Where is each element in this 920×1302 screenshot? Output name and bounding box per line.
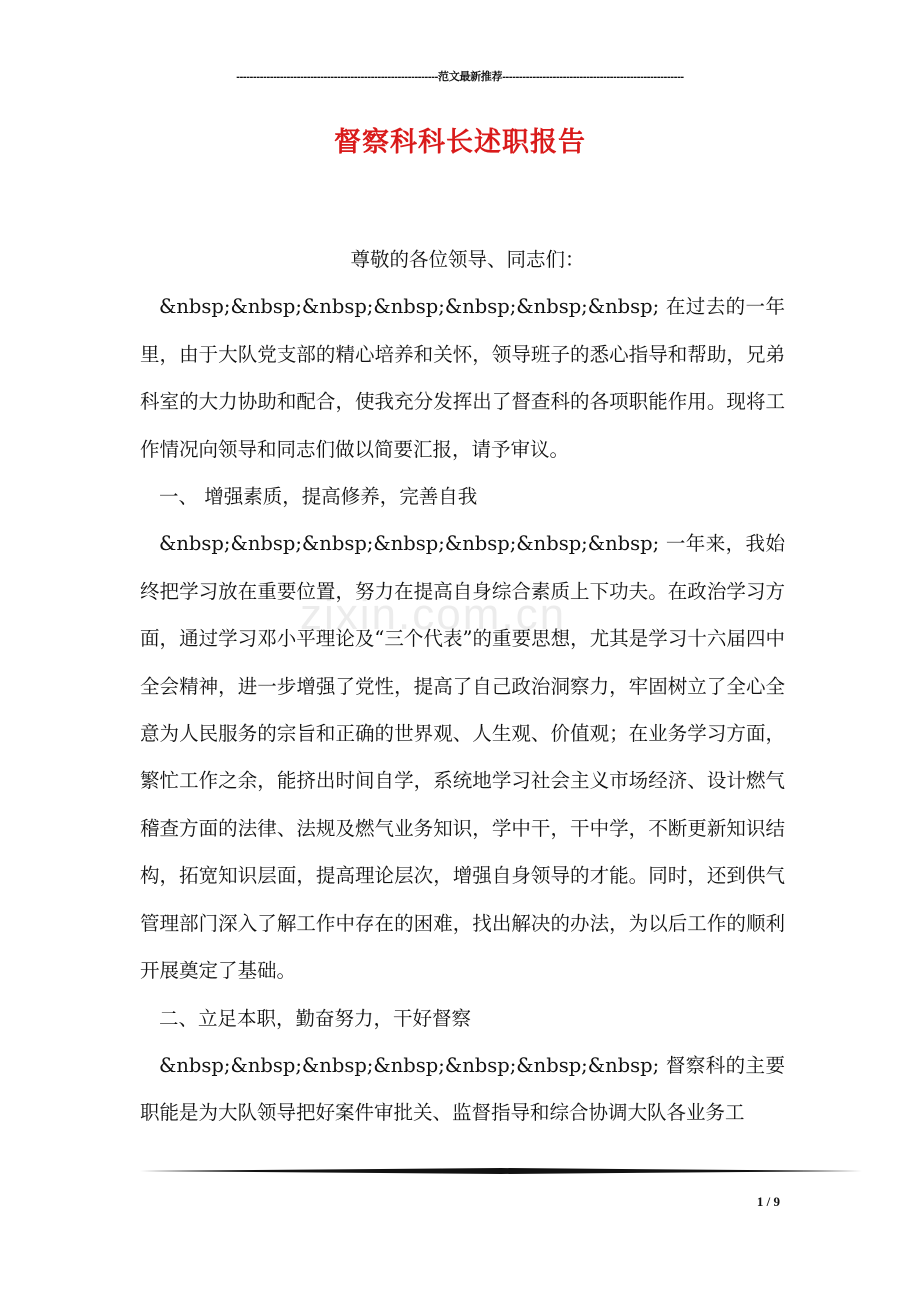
paragraph-section-2: &nbsp;&nbsp;&nbsp;&nbsp;&nbsp;&nbsp;&nbsp; 督察科的主要职能是为大队领导把好案件审批关、监督指导和综合协调大队各业务工 — [140, 1053, 785, 1125]
section-heading-2: 二、立足本职，勤奋努力，干好督察 — [159, 1006, 472, 1030]
greeting: 尊敬的各位领导、同志们： — [350, 248, 585, 271]
header-banner: ------------------------------------------------------------范文最新推荐------------------------------------------------------ — [236, 71, 684, 83]
document-body — [140, 236, 785, 1137]
paragraph-intro: &nbsp;&nbsp;&nbsp;&nbsp;&nbsp;&nbsp;&nbsp; 在过去的一年里，由于大队党支部的精心培养和关怀，领导班子的悉心指导和帮助，兄弟科室的大力协助和配合，使我充分发挥出了督查科的各项职能作用。现将工作情况向领导和同志们做以简要汇报，请予审议。 — [140, 295, 785, 461]
footer-divider — [140, 1168, 862, 1174]
paragraph-section-1: &nbsp;&nbsp;&nbsp;&nbsp;&nbsp;&nbsp;&nbsp; 一年来，我始终把学习放在重要位置，努力在提高自身综合素质上下功夫。在政治学习方面，通过学习邓小平理论及“三个代表”的重要思想，尤其是学习十六届四中全会精神，进一步增强了党性，提高了自己政治洞察力，牢固树立了全心全意为人民服务的宗旨和正确的世界观、人生观、价值观；在业务学习方面，繁忙工作之余，能挤出时间自学，系统地学习社会主义市场经济、设计燃气稽查方面的法律、法规及燃气业务知识，学中干，干中学，不断更新知识结构，拓宽知识层面，提高理论层次，增强自身领导的才能。同时，还到供气管理部门深入了解工作中存在的困难，找出解决的办法，为以后工作的顺利开展奠定了基础。 — [140, 532, 785, 983]
section-heading-1: 一、 增强素质，提高修养，完善自我 — [159, 485, 478, 509]
watermark: zixin.com.cn — [300, 590, 567, 639]
page-number: 1 / 9 — [756, 1194, 780, 1209]
document-title: 督察科科长述职报告 — [334, 127, 586, 158]
